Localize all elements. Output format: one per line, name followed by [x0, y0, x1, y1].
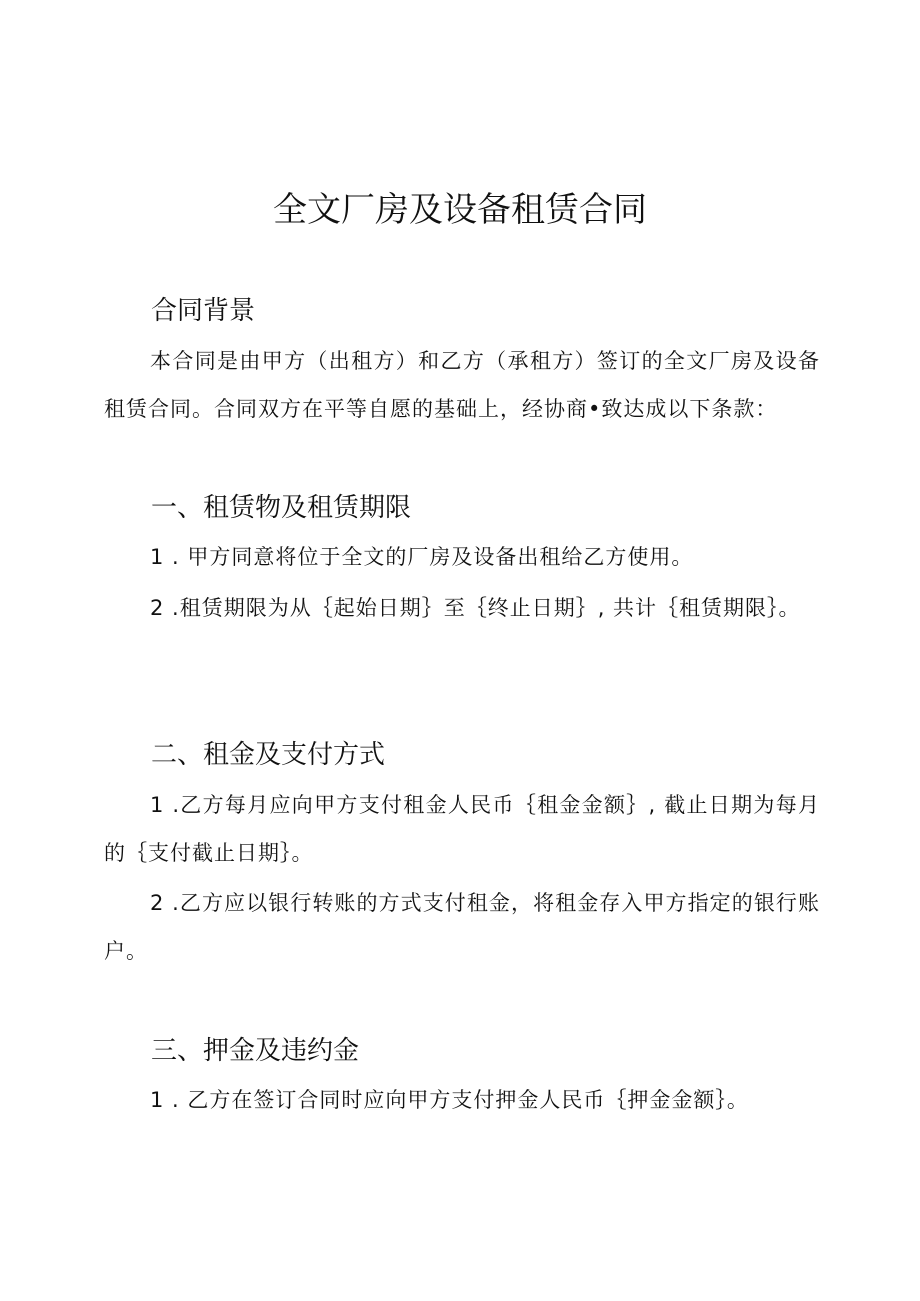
paragraph-lease-object-2: 2 .租赁期限为从｛起始日期｝至｛终止日期｝, 共计｛租赁期限｝。 — [150, 596, 801, 620]
section-heading-deposit-penalty: 三、押金及违约金 — [151, 1036, 360, 1066]
section-heading-background: 合同背景 — [151, 296, 256, 326]
paragraph-deposit-penalty-1: 1 . 乙方在签订合同时应向甲方支付押金人民币｛押金金额｝。 — [150, 1088, 749, 1112]
paragraph-rent-payment-1: 1 .乙方每月应向甲方支付租金人民币｛租金金额｝, 截止日期为每月的｛支付截止日期｝。 — [104, 793, 820, 865]
paragraph-lease-object-1: 1 . 甲方同意将位于全文的厂房及设备出租给乙方使用。 — [150, 545, 694, 569]
section-heading-lease-object: 一、租赁物及租赁期限 — [151, 493, 412, 523]
document-title: 全文厂房及设备租赁合同 — [273, 190, 647, 230]
paragraph-rent-payment-2: 2 .乙方应以银行转账的方式支付租金，将租金存入甲方指定的银行账户。 — [104, 891, 820, 963]
section-heading-rent-payment: 二、租金及支付方式 — [151, 740, 386, 770]
paragraph-background-1: 本合同是由甲方（出租方）和乙方（承租方）签订的全文厂房及设备租赁合同。合同双方在平等自愿的基础上，经协商•致达成以下条款： — [104, 349, 820, 421]
